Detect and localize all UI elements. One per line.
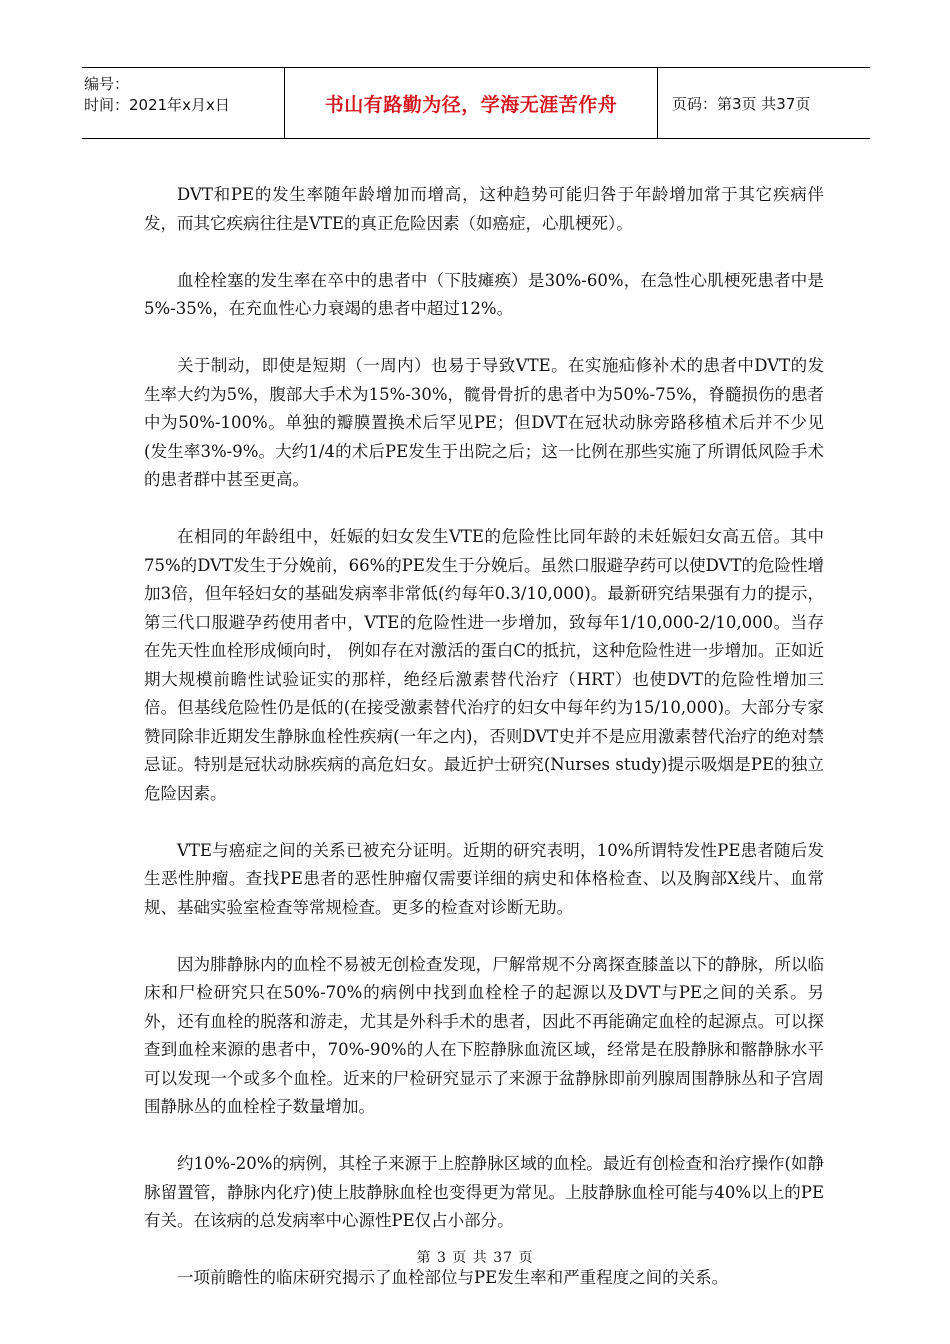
page-header	[82, 67, 870, 139]
document-number: 编号：	[84, 75, 130, 93]
paragraph: DVT和PE的发生率随年龄增加而增高，这种趋势可能归咎于年龄增加常于其它疾病伴发，而其它疾病往往是VTE的真正危险因素（如癌症，心肌梗死）。	[144, 185, 824, 233]
paragraph: VTE与癌症之间的关系已被充分证明。近期的研究表明，10%所谓特发性PE患者随后发生恶性肿瘤。查找PE患者的恶性肿瘤仅需要详细的病史和体格检查、以及胸部X线片、血常规、基础实验室检查等常规检查。更多的检查对诊断无助。	[144, 840, 824, 917]
page-footer: 第 3 页 共 37 页	[416, 1250, 534, 1266]
paragraph: 在相同的年龄组中，妊娠的妇女发生VTE的危险性比同年龄的未妊娠妇女高五倍。其中75%的DVT发生于分娩前，66%的PE发生于分娩后。虽然口服避孕药可以使DVT的危险性增加3倍，但年轻妇女的基础发病率非常低(约每年0.3/10,000)。最新研究结果强有力的提示，第三代口服避孕药使用者中，VTE的危险性进一步增加，致每年1/10,000-2/10,000。当存在先天性血栓形成倾向时， 例如存在对激活的蛋白C的抵抗，这种危险性进一步增加。正如近期大规模前瞻性试验证实的那样，绝经后激素替代治疗（HRT）也使DVT的危险性增加三倍。但基线危险性仍是低的(在接受激素替代治疗的妇女中每年约为15/10,000)。大部分专家赞同除非近期发生静脉血栓性疾病(一年之内)，否则DVT史并不是应用激素替代治疗的绝对禁忌证。特别是冠状动脉疾病的高危妇女。最近护士研究(Nurses study)提示吸烟是PE的独立危险因素。	[144, 527, 824, 803]
paragraph: 关于制动，即使是短期（一周内）也易于导致VTE。在实施疝修补术的患者中DVT的发生率大约为5%，腹部大手术为15%-30%，髋骨骨折的患者中为50%-75%，脊髓损伤的患者中为50%-100%。单独的瓣膜置换术后罕见PE；但DVT在冠状动脉旁路移植术后并不少见(发生率3%-9%。大约1/4的术后PE发生于出院之后；这一比例在那些实施了所谓低风险手术的患者群中甚至更高。	[144, 356, 824, 489]
header-meta	[82, 68, 285, 138]
header-page-info: 页码：第3页 共37页	[672, 94, 811, 113]
paragraph: 一项前瞻性的临床研究揭示了血栓部位与PE发生率和严重程度之间的关系。	[177, 1268, 729, 1287]
paragraph: 因为腓静脉内的血栓不易被无创检查发现，尸解常规不分离探查膝盖以下的静脉，所以临床和尸检研究只在50%-70%的病例中找到血栓栓子的起源以及DVT与PE之间的关系。另外，还有血栓的脱落和游走，尤其是外科手术的患者，因此不再能确定血栓的起源点。可以探查到血栓来源的患者中，70%-90%的人在下腔静脉血流区域，经常是在股静脉和髂静脉水平可以发现一个或多个血栓。近来的尸检研究显示了来源于盆静脉即前列腺周围静脉丛和子宫周围静脉丛的血栓栓子数量增加。	[144, 954, 824, 1116]
paragraph: 血栓栓塞的发生率在卒中的患者中（下肢瘫痪）是30%-60%，在急性心肌梗死患者中是5%-35%，在充血性心力衰竭的患者中超过12%。	[144, 270, 824, 318]
document-date: 时间：2021年x月x日	[84, 96, 230, 114]
header-motto: 书山有路勤为径，学海无涯苦作舟	[285, 68, 658, 138]
paragraph: 约10%-20%的病例，其栓子来源于上腔静脉区域的血栓。最近有创检查和治疗操作(如静脉留置管，静脉内化疗)使上肢静脉血栓也变得更为常见。上肢静脉血栓可能与40%以上的PE有关。在该病的总发病率中心源性PE仅占小部分。	[144, 1154, 824, 1230]
document-body	[144, 181, 824, 1293]
